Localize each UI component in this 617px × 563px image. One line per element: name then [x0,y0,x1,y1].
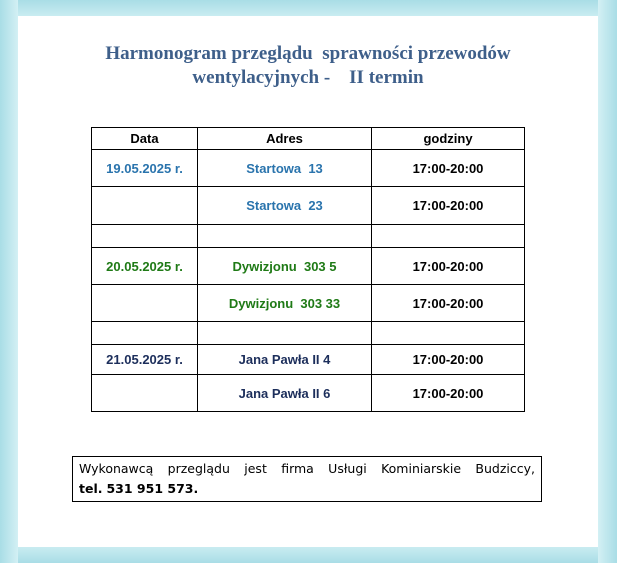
cell-date [92,285,198,322]
table-row-spacer [92,322,525,345]
table-header-row [92,128,525,150]
cell-date: 19.05.2025 r. [92,150,198,187]
column-header-address: Adres [198,128,372,150]
cell-date: 21.05.2025 r. [92,345,198,375]
table-row [92,375,525,412]
cell-date [92,375,198,412]
cell-hours: 17:00-20:00 [372,345,525,375]
table-row [92,187,525,225]
frame-bottom [0,547,617,563]
page-title [18,42,598,90]
cell-address [198,322,372,345]
column-header-date: Data [92,128,198,150]
cell-hours: 17:00-20:00 [372,248,525,285]
cell-address: Jana Pawła II 6 [198,375,372,412]
cell-date [92,225,198,248]
cell-address: Dywizjonu 303 33 [198,285,372,322]
tel-number: 531 951 573. [106,481,199,496]
table-row [92,150,525,187]
table-row [92,345,525,375]
frame-left [0,0,18,563]
table-row [92,285,525,322]
cell-hours [372,322,525,345]
title-line-2: wentylacyjnych - II termin [192,67,424,88]
frame-right [598,0,617,563]
cell-address: Startowa 23 [198,187,372,225]
cell-date: 20.05.2025 r. [92,248,198,285]
cell-address [198,225,372,248]
cell-date [92,187,198,225]
cell-date [92,322,198,345]
tel-label: tel. [79,481,103,496]
cell-address: Startowa 13 [198,150,372,187]
cell-hours: 17:00-20:00 [372,285,525,322]
cell-hours [372,225,525,248]
cell-address: Dywizjonu 303 5 [198,248,372,285]
contractor-note [72,456,542,502]
table-row [92,248,525,285]
cell-address: Jana Pawła II 4 [198,345,372,375]
note-line-1: Wykonawcą przeglądu jest firma Usługi Kominiarskie Budziccy, [79,461,535,476]
table-row-spacer [92,225,525,248]
frame-top [0,0,617,16]
cell-hours: 17:00-20:00 [372,187,525,225]
schedule-table [91,127,525,412]
title-line-1: Harmonogram przeglądu sprawności przewodów [105,43,511,64]
note-line-2 [79,479,535,499]
cell-hours: 17:00-20:00 [372,150,525,187]
cell-hours: 17:00-20:00 [372,375,525,412]
column-header-hours: godziny [372,128,525,150]
